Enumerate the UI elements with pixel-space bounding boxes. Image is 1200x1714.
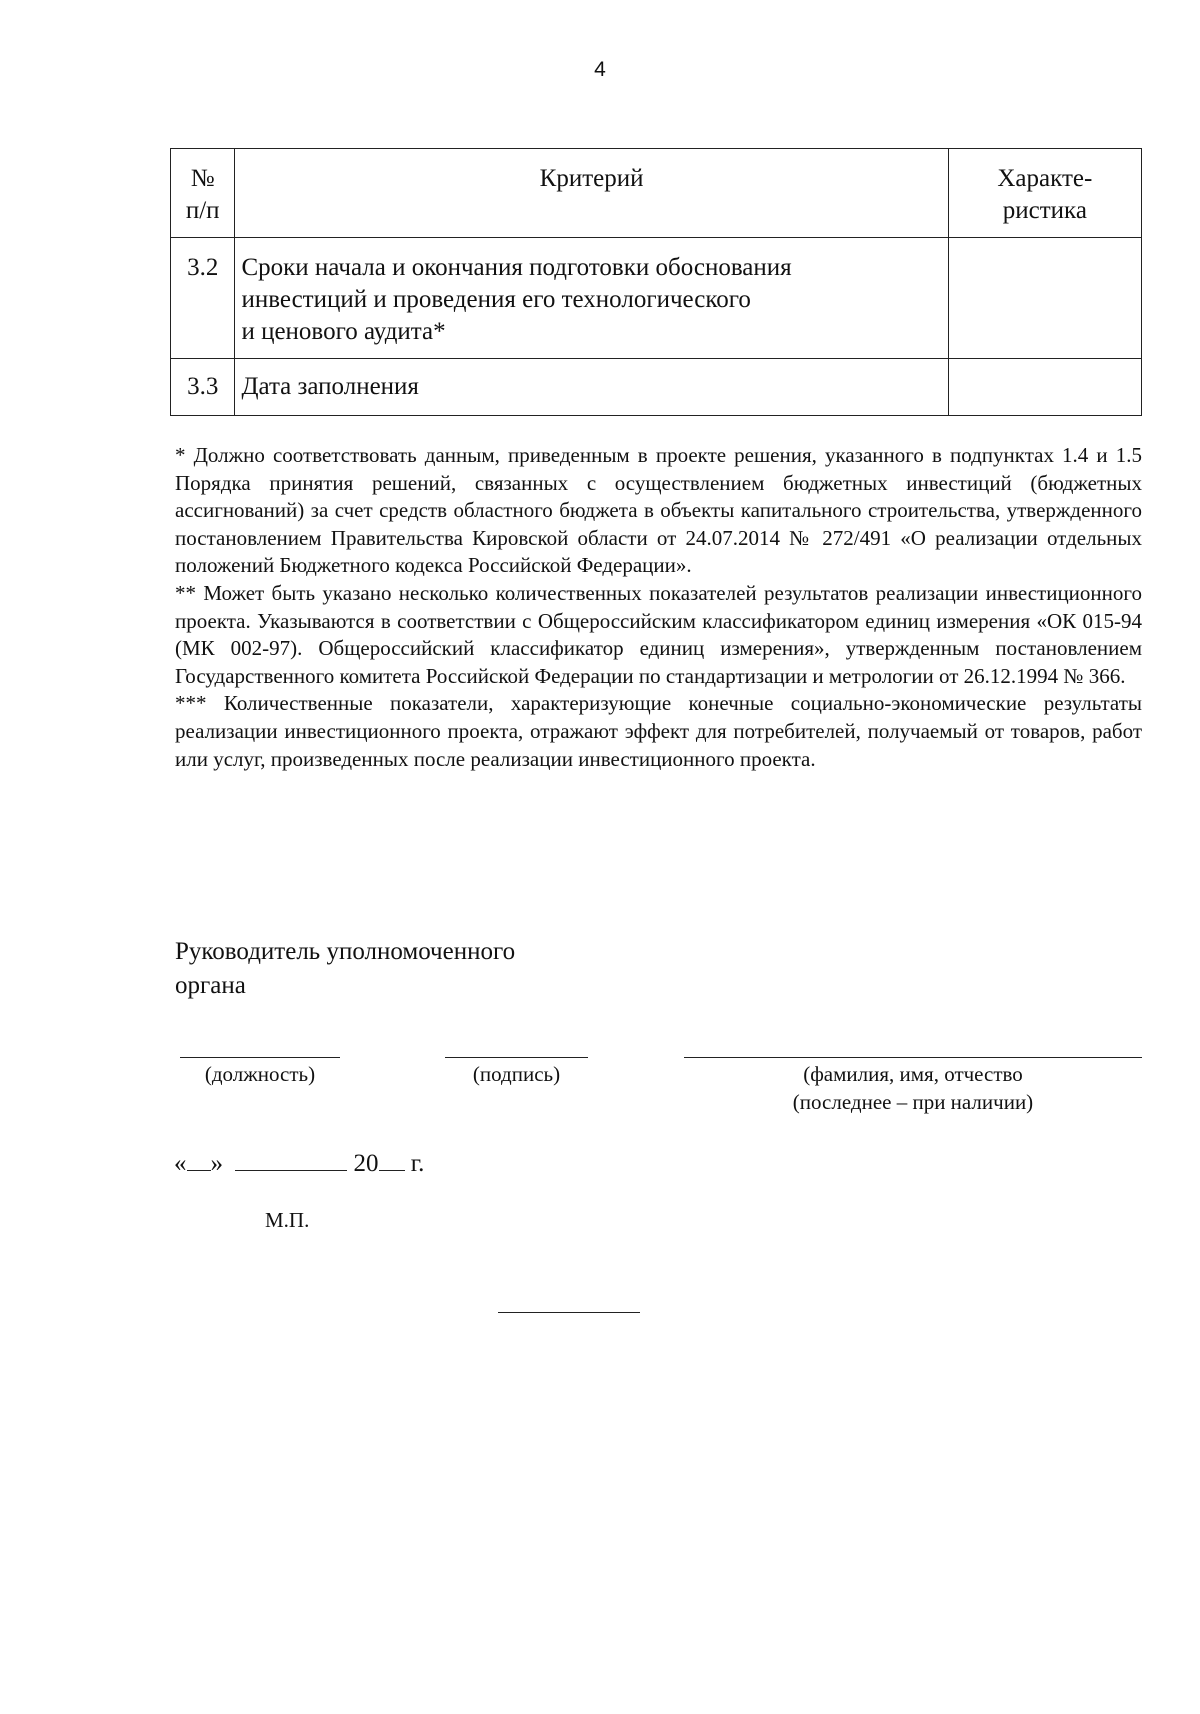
signatory-title-line2: органа [175,972,246,999]
row-criterion: Дата заполнения [235,359,948,416]
month-blank [235,1170,347,1171]
table-row [171,238,1142,359]
day-blank [187,1170,211,1171]
name-label-line2: (последнее – при наличии) [792,1090,1034,1114]
table-header-row [171,149,1142,238]
row-criterion-line: и ценового аудита* [241,318,446,345]
header-characteristic-line2: ристика [1002,197,1087,224]
header-characteristic-line1: Характе- [997,165,1093,192]
page-number: 4 [594,58,606,81]
row-characteristic-cell [948,238,1141,359]
year-prefix: 20 [353,1150,379,1177]
row-number: 3.2 [171,238,235,359]
footnote-2: ** Может быть указано несколько количественных показателей результатов реализации инвестиционного проекта. Указываются в соответствии с Общероссийским классификатором единиц измерения «ОК 015-94 (МК 002-97). Общероссийский классификатор единиц измерения», утвержденным постановлением Государственного комитета Российской Федерации по стандартизации и метрологии от 26.12.1994 № 366. [175,580,1142,688]
stamp-label: М.П. [265,1208,310,1232]
table-row [171,359,1142,416]
header-number [171,149,235,238]
row-characteristic-cell [948,359,1141,416]
footnote-1: * Должно соответствовать данным, приведенным в проекте решения, указанного в подпунктах 1.4 и 1.5 Порядка принятия решений, связанных с осуществлением бюджетных инвестиций (бюджетных ассигнований) за счет средств областного бюджета в объекты капитального строительства, утвержденного постановлением Правительства Кировской области от 24.07.2014 № 272/491 «О реализации отдельных положений Бюджетного кодекса Российской Федерации». [175,443,1142,578]
signatory-title-line1: Руководитель уполномоченного [175,938,516,965]
footnote-3: *** Количественные показатели, характеризующие конечные социально-экономические результаты реализации инвестиционного проекта, отражают эффект для потребителей, получаемый от товаров, работ или услуг, произведенных после реализации инвестиционного проекта. [175,691,1142,771]
signature-blank-line [445,1057,588,1058]
row-criterion-line: инвестиций и проведения его технологического [241,286,751,313]
name-blank-line [684,1057,1142,1058]
end-divider [498,1312,640,1313]
position-blank-line [180,1057,340,1058]
name-label [684,1060,1142,1116]
date-open-quote: « [174,1150,187,1177]
row-criterion [235,238,948,359]
year-blank [379,1170,405,1171]
header-criterion: Критерий [235,149,948,238]
year-suffix: г. [410,1150,425,1177]
footnotes [175,442,1142,773]
name-label-line1: (фамилия, имя, отчество [803,1062,1023,1086]
date-close-quote: » [210,1150,223,1177]
row-number: 3.3 [171,359,235,416]
signature-label: (подпись) [472,1062,561,1086]
header-number-line1: № [190,165,215,192]
date-field [174,1150,424,1178]
header-number-line2: п/п [185,197,220,224]
signatory-title [175,935,595,1003]
criteria-table [170,148,1142,416]
position-label: (должность) [204,1062,316,1086]
row-criterion-line: Сроки начала и окончания подготовки обоснования [241,254,792,281]
header-characteristic [948,149,1141,238]
